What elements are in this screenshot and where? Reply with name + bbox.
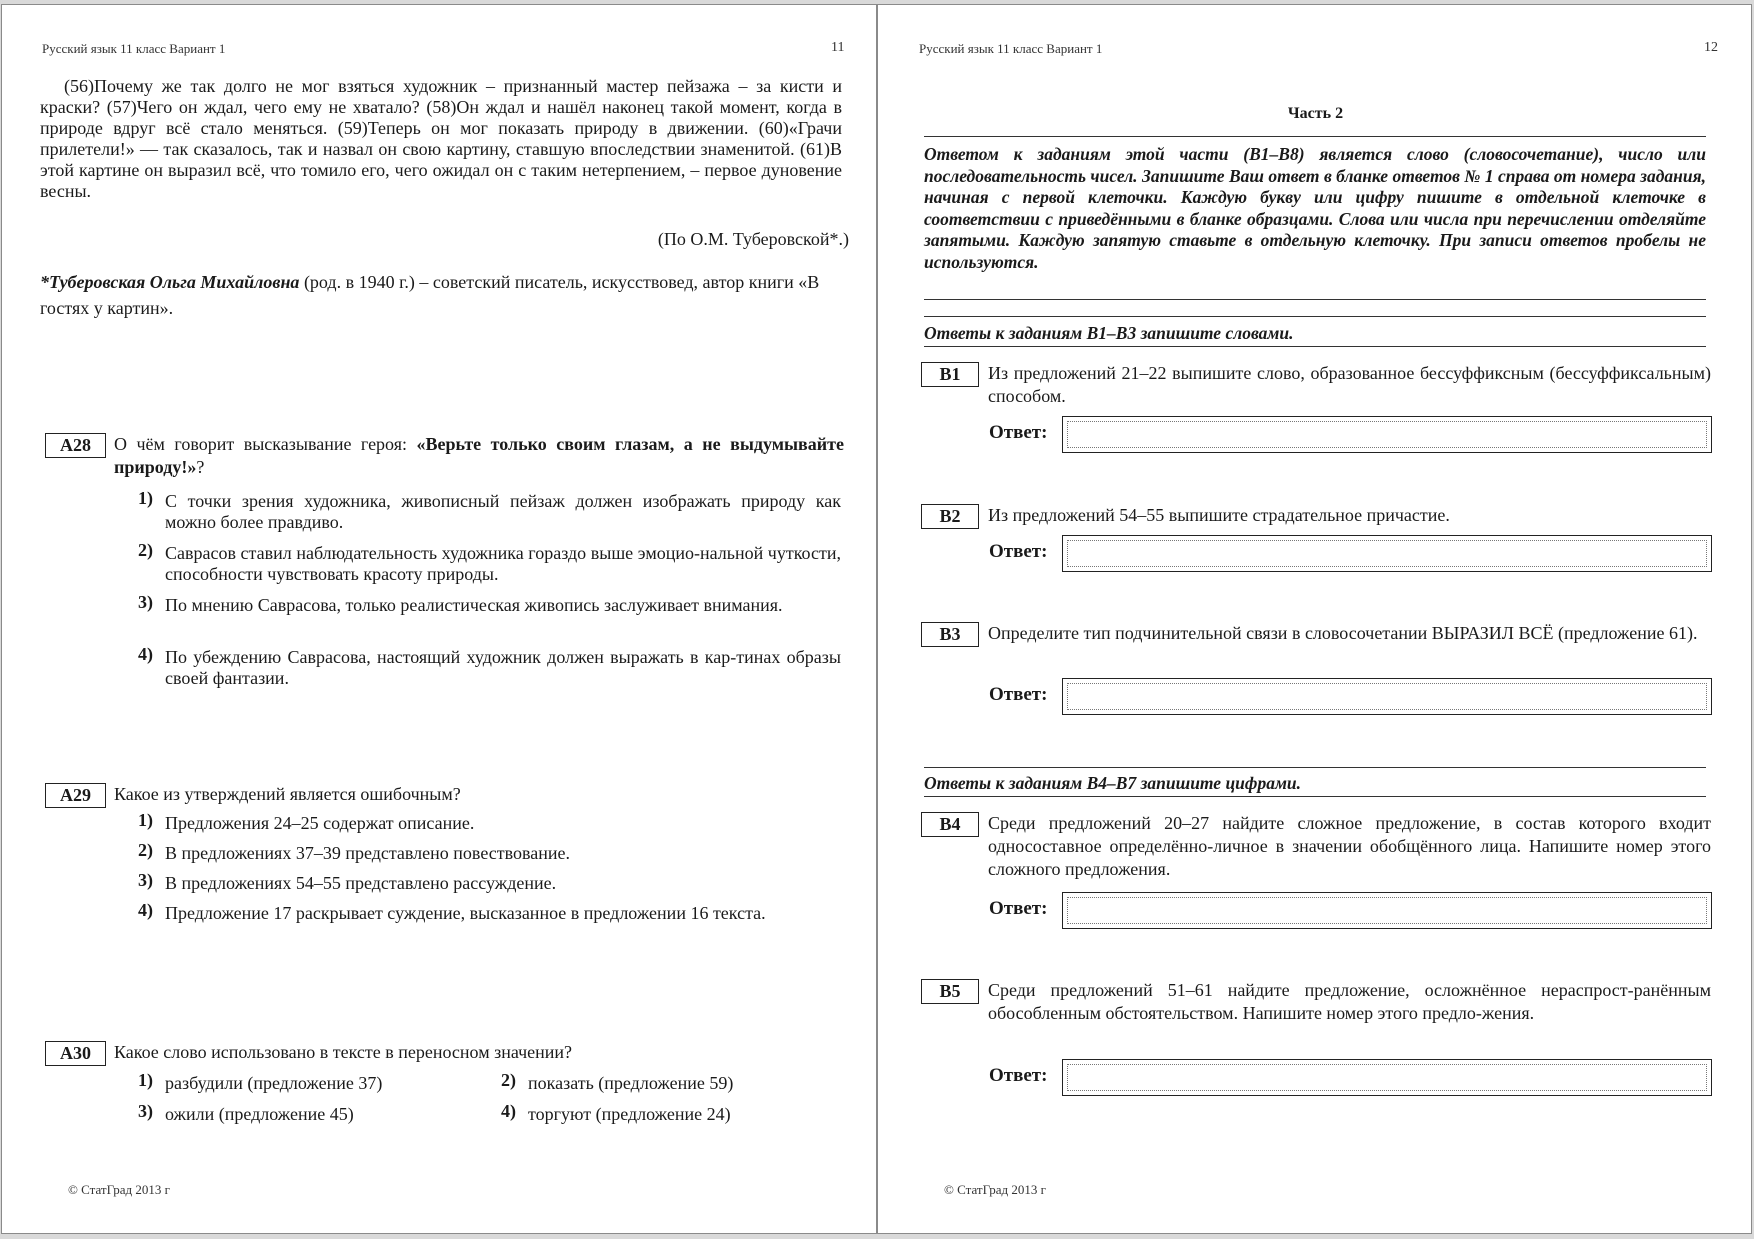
option-text: торгуют (предложение 24) [528, 1104, 731, 1124]
left-page [1, 4, 877, 1234]
option-number: 2) [138, 840, 153, 860]
option-a30-1[interactable] [138, 1070, 465, 1094]
right-page-footer: © СтатГрад 2013 г [944, 1182, 1046, 1197]
option-number: 4) [138, 900, 153, 920]
divider [924, 796, 1706, 797]
task-id-b5: B5 [921, 979, 979, 1004]
answer-field-b4[interactable] [1062, 892, 1712, 929]
text-paragraph: (56)Почему же так долго не мог взяться художник – признанный мастер пейзажа – за кисти и краски? (57)Чего он ждал, чего ему не хватало? (58)Он ждал и нашёл наконец такой момент, когда в природе вдруг всё стало меняться. (59)Теперь он мог показать природу в движении. (60)«Грачи прилетели!» — так сказалось, так и назвал он свою картину, ставшую впоследствии знаменитой. (61)В этой картине он выразил всё, что томило его, чего ожидал он с таким нетерпением, – первое дуновение весны. [40, 76, 842, 201]
option-number: 4) [501, 1101, 516, 1121]
option-number: 1) [138, 810, 153, 830]
right-page-header: Русский язык 11 класс Вариант 1 [919, 41, 1103, 56]
option-text: По убеждению Саврасова, настоящий художник должен выражать в кар-тинах образы своей фантазии. [165, 647, 841, 688]
answer-label: Ответ: [989, 898, 1048, 919]
footnote [40, 269, 850, 321]
option-text: По мнению Саврасова, только реалистическая живопись заслуживает внимания. [165, 595, 783, 615]
question-id-a28: A28 [45, 433, 106, 458]
answer-label: Ответ: [989, 1065, 1048, 1086]
option-a29-4[interactable] [138, 900, 841, 924]
option-a30-3[interactable] [138, 1101, 465, 1125]
task-id-b4: B4 [921, 812, 979, 837]
answer-field-b5[interactable] [1062, 1059, 1712, 1096]
option-a29-2[interactable] [138, 840, 841, 864]
footnote-text: (род. в 1940 г.) – советский писатель, искусствовед, автор книги «В гостях у картин». [40, 272, 820, 318]
question-a28-text-before: О чём говорит высказывание героя: [114, 434, 417, 454]
option-number: 1) [138, 1070, 153, 1090]
option-number: 1) [138, 488, 153, 508]
option-text: Саврасов ставил наблюдательность художника гораздо выше эмоцио-нальной чуткости, способности чувствовать красоту природы. [165, 543, 841, 584]
question-a28-quote: «Верьте только своим глазам, а не выдумывайте природу!» [114, 434, 844, 477]
option-text: разбудили (предложение 37) [165, 1073, 383, 1093]
right-page-number: 12 [1704, 40, 1718, 55]
option-a28-3[interactable] [138, 592, 841, 616]
divider [924, 299, 1706, 300]
option-text: показать (предложение 59) [528, 1073, 734, 1093]
answer-label: Ответ: [989, 541, 1048, 562]
option-number: 3) [138, 1101, 153, 1121]
option-text: Предложение 17 раскрывает суждение, высказанное в предложении 16 текста. [165, 903, 766, 923]
answer-field-b1[interactable] [1062, 416, 1712, 453]
question-a28-text [114, 433, 844, 479]
question-id-a30: A30 [45, 1041, 106, 1066]
part-instructions: Ответом к заданиям этой части (В1–В8) является слово (словосочетание), число или последовательность чисел. Запишите Ваш ответ в бланке ответов № 1 справа от номера задания, начиная с первой клеточки. Каждую букву или цифру пишите в отдельной клеточке в соответствии с приведёнными в бланке образцами. Слова или числа при перечислении отделяйте запятыми. Каждую запятую ставьте в отдельную клеточку. При записи ответов пробелы не используются. [924, 144, 1706, 272]
option-text: В предложениях 54–55 представлено рассуждение. [165, 873, 557, 893]
footnote-name: *Туберовская Ольга Михайловна [40, 272, 300, 292]
left-page-footer: © СтатГрад 2013 г [68, 1182, 170, 1197]
task-b3-text: Определите тип подчинительной связи в словосочетании ВЫРАЗИЛ ВСЁ (предложение 61). [988, 623, 1698, 643]
section-digits-heading: Ответы к заданиям В4–В7 запишите цифрами. [924, 773, 1302, 793]
option-number: 2) [501, 1070, 516, 1090]
part-title: Часть 2 [1287, 105, 1344, 122]
option-text: С точки зрения художника, живописный пейзаж должен изображать природу как можно более правдиво. [165, 491, 841, 532]
option-text: Предложения 24–25 содержат описание. [165, 813, 475, 833]
task-b2-text: Из предложений 54–55 выпишите страдательное причастие. [988, 505, 1450, 525]
task-b1-text: Из предложений 21–22 выпишите слово, образованное бессуффиксным (бессуффиксальным) способом. [988, 363, 1711, 406]
answer-label: Ответ: [989, 422, 1048, 443]
question-a30-text: Какое слово использовано в тексте в переносном значении? [114, 1042, 573, 1062]
option-a29-1[interactable] [138, 810, 841, 834]
question-a29-text: Какое из утверждений является ошибочным? [114, 784, 461, 804]
option-text: В предложениях 37–39 представлено повествование. [165, 843, 570, 863]
answer-label: Ответ: [989, 684, 1048, 705]
option-a29-3[interactable] [138, 870, 841, 894]
divider [924, 136, 1706, 137]
section-words-heading: Ответы к заданиям В1–В3 запишите словами. [924, 323, 1294, 343]
left-page-header: Русский язык 11 класс Вариант 1 [42, 41, 226, 56]
divider [924, 346, 1706, 347]
option-number: 3) [138, 870, 153, 890]
option-number: 3) [138, 592, 153, 612]
task-b4-text: Среди предложений 20–27 найдите сложное предложение, в состав которого входит односоставное определённо-личное в значении обобщённого лица. Напишите номер этого сложного предложения. [988, 813, 1711, 879]
option-number: 2) [138, 540, 153, 560]
answer-field-b3[interactable] [1062, 678, 1712, 715]
option-a30-4[interactable] [501, 1101, 828, 1125]
option-a28-2[interactable] [138, 540, 841, 585]
option-text: ожили (предложение 45) [165, 1104, 354, 1124]
question-id-a29: A29 [45, 783, 106, 808]
task-b5-text: Среди предложений 51–61 найдите предложение, осложнённое нераспрост-ранённым обособленным обстоятельством. Напишите номер этого предло-жения. [988, 980, 1711, 1023]
option-number: 4) [138, 644, 153, 664]
divider [924, 767, 1706, 768]
task-id-b1: B1 [921, 362, 979, 387]
text-source: (По О.М. Туберовской*.) [657, 229, 849, 249]
option-a30-2[interactable] [501, 1070, 828, 1094]
task-id-b3: B3 [921, 622, 979, 647]
right-page [877, 4, 1752, 1234]
divider [924, 316, 1706, 317]
left-page-number: 11 [831, 40, 845, 55]
option-a28-4[interactable] [138, 644, 841, 689]
option-a28-1[interactable] [138, 488, 841, 533]
answer-field-b2[interactable] [1062, 535, 1712, 572]
question-a28-text-after: ? [196, 457, 205, 477]
task-id-b2: B2 [921, 504, 979, 529]
